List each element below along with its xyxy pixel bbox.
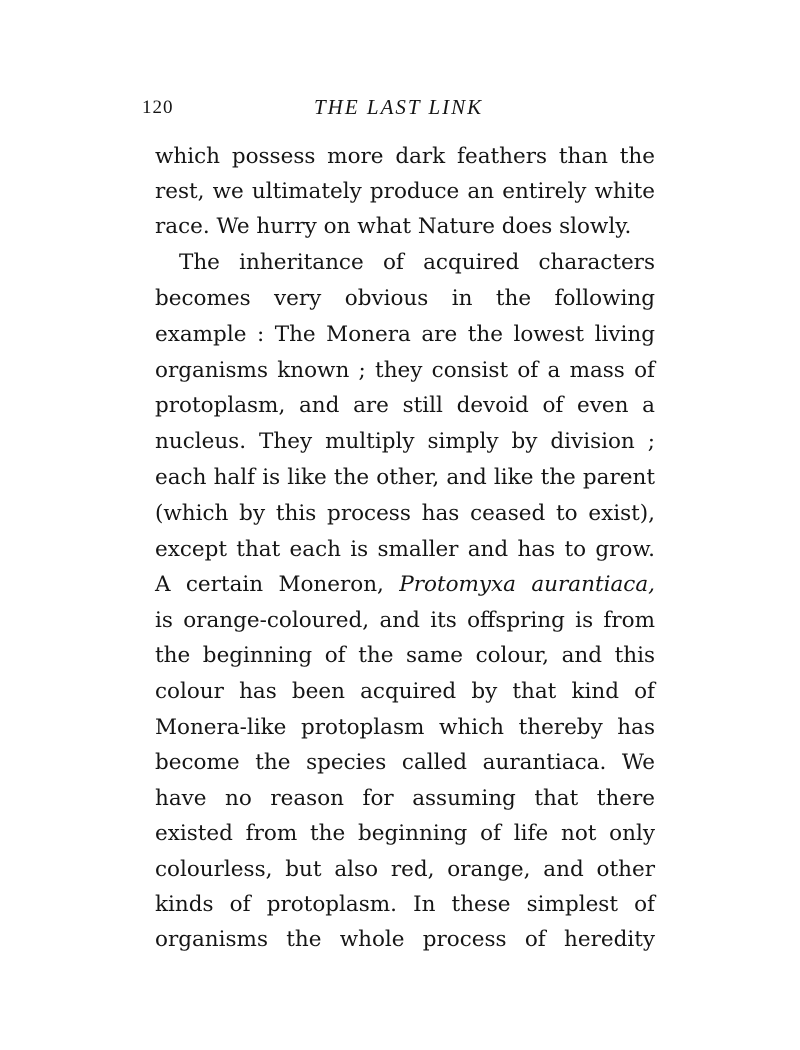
text-line: is orange-coloured, and its offspring is from	[155, 608, 655, 633]
text-line: protoplasm, and are still devoid of even a	[155, 393, 655, 418]
text-line: race. We hurry on what Nature does slowly.	[155, 214, 632, 239]
text-line: which possess more dark feathers than the	[155, 144, 655, 169]
running-head-title: THE LAST LINK	[314, 95, 484, 119]
text-line: example : The Monera are the lowest living	[155, 322, 655, 347]
text-line: become the species called aurantiaca. We	[155, 750, 655, 775]
text-line: kinds of protoplasm. In these simplest of	[155, 892, 655, 917]
text-line: The inheritance of acquired characters	[179, 250, 655, 275]
text-line: colourless, but also red, orange, and other	[155, 857, 655, 882]
text-line: becomes very obvious in the following	[155, 286, 655, 311]
text-segment: A certain Moneron,	[155, 572, 384, 597]
text-line: existed from the beginning of life not only	[155, 821, 655, 846]
text-line: organisms the whole process of heredity	[155, 927, 655, 952]
text-line: nucleus. They multiply simply by division ;	[155, 429, 655, 454]
text-line: except that each is smaller and has to grow.	[155, 537, 655, 562]
text-line: organisms known ; they consist of a mass of	[155, 358, 655, 383]
species-name: Protomyxa aurantiaca,	[399, 572, 655, 597]
text-line: the beginning of the same colour, and this	[155, 643, 655, 668]
text-line: (which by this process has ceased to exist),	[155, 501, 655, 526]
text-line-with-species-name	[155, 568, 655, 602]
text-line: colour has been acquired by that kind of	[155, 679, 655, 704]
text-line: each half is like the other, and like the parent	[155, 465, 655, 490]
text-line: rest, we ultimately produce an entirely white	[155, 179, 655, 204]
page-number: 120	[142, 97, 174, 118]
text-line: have no reason for assuming that there	[155, 786, 655, 811]
text-line: Monera-like protoplasm which thereby has	[155, 715, 655, 740]
